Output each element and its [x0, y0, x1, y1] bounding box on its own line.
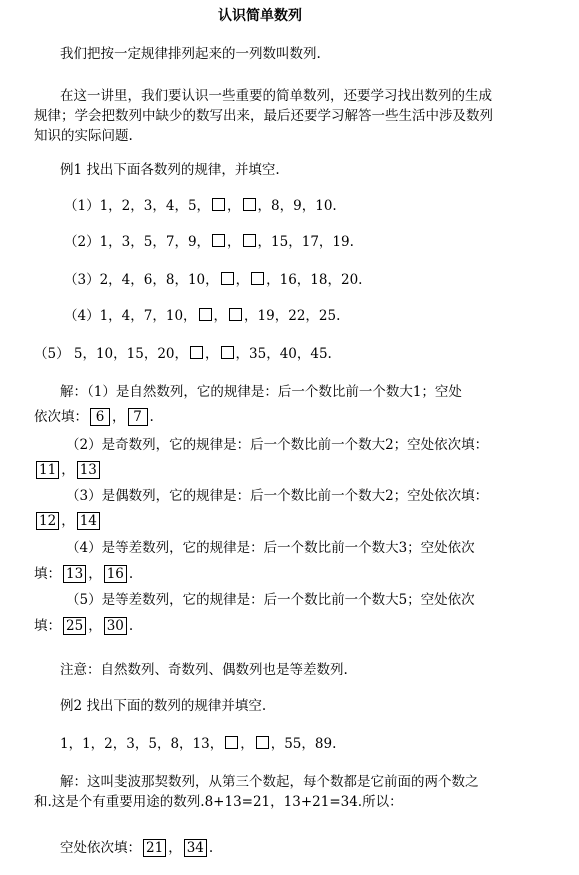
example-2-heading: 例2 找出下面的数列的规律并填空.	[60, 698, 267, 714]
solution-5-line-1: （5）是等差数列，它的规律是：后一个数比前一个数大5；空处依次	[66, 592, 475, 608]
solution-6-line-1: 解：这叫斐波那契数列，从第三个数起，每个数都是它前面的两个数之	[60, 774, 479, 790]
sequence-4	[64, 306, 340, 326]
answer-box: 7	[128, 408, 148, 426]
blank-box	[225, 736, 238, 749]
answer-box: 13	[63, 565, 86, 583]
separator: ，	[213, 308, 228, 324]
period: .	[128, 566, 134, 582]
sequence-5-tail: ，35，40，45.	[235, 346, 332, 362]
answer-box: 6	[90, 408, 110, 426]
sequence-5-head: （5） 5，10，15，20，	[34, 346, 189, 362]
solution-5-line-2	[34, 616, 133, 636]
answer-box: 34	[184, 839, 207, 857]
sequence-2	[64, 232, 354, 252]
blank-box	[212, 198, 225, 211]
separator: ，	[227, 234, 241, 250]
sequence-5	[34, 344, 332, 364]
solution-2-line-1: （2）是奇数列，它的规律是：后一个数比前一个数大2；空处依次填：	[66, 437, 489, 453]
intro-paragraph-2-line-3: 知识的实际问题.	[34, 128, 133, 144]
separator: ，	[61, 462, 75, 478]
separator: ，	[205, 346, 219, 362]
note: 注意：自然数列、奇数列、偶数列也是等差数列.	[60, 662, 348, 678]
intro-paragraph-2-line-1: 在这一讲里，我们要认识一些重要的简单数列，还要学习找出数列的生成	[60, 88, 492, 104]
sequence-1-tail: ，8，9，10.	[257, 198, 337, 214]
sequence-1-head: （1）1，2，3，4，5，	[64, 198, 211, 214]
solution-4-line-2	[34, 564, 133, 584]
sequence-4-tail: ，19，22，25.	[244, 308, 341, 324]
solution-1-line-1: 解：（1）是自然数列，它的规律是：后一个数比前一个数大1；空处	[60, 384, 462, 400]
answer-box: 30	[104, 617, 127, 635]
blank-box	[243, 234, 256, 247]
blank-box	[199, 308, 212, 321]
separator: ，	[227, 198, 241, 214]
fibonacci-tail: ，55，89.	[270, 736, 337, 752]
sequence-3	[64, 270, 362, 290]
blank-box	[243, 198, 256, 211]
sequence-3-tail: ，16，18，20.	[266, 272, 363, 288]
solution-3-line-2	[34, 511, 102, 531]
blank-box	[221, 272, 234, 285]
answer-box: 21	[143, 839, 166, 857]
intro-paragraph-1: 我们把按一定规律排列起来的一列数叫数列.	[60, 46, 321, 62]
solution-5-label: 填：	[34, 618, 61, 634]
blank-box	[256, 736, 269, 749]
blank-box	[221, 346, 234, 359]
solution-6-line-2: 和.这是个有重要用途的数列.8+13=21，13+21=34.所以：	[34, 794, 403, 810]
solution-1-label: 依次填：	[34, 409, 88, 425]
separator: ，	[61, 513, 75, 529]
blank-box	[229, 308, 242, 321]
separator: ，	[168, 840, 182, 856]
fibonacci-sequence	[60, 734, 336, 754]
blank-box	[251, 272, 264, 285]
sequence-4-head: （4）1，4，7，10，	[64, 308, 197, 324]
page-title: 认识简单数列	[218, 8, 302, 24]
answer-box: 13	[77, 461, 100, 479]
solution-4-label: 填：	[34, 566, 61, 582]
answer-box: 12	[36, 512, 59, 530]
separator: ，	[235, 272, 250, 288]
solution-6-label: 空处依次填：	[60, 840, 141, 856]
solution-6-fill	[60, 838, 213, 858]
solution-3-line-1: （3）是偶数列，它的规律是：后一个数比前一个数大2；空处依次填：	[66, 488, 489, 504]
separator: ，	[112, 409, 126, 425]
answer-box: 16	[104, 565, 127, 583]
answer-box: 14	[77, 512, 100, 530]
sequence-2-tail: ，15，17，19.	[257, 234, 354, 250]
solution-4-line-1: （4）是等差数列，它的规律是：后一个数比前一个数大3；空处依次	[66, 540, 475, 556]
separator: ，	[88, 566, 102, 582]
example-1-heading: 例1 找出下面各数列的规律，并填空.	[60, 162, 280, 178]
fibonacci-head: 1，1，2，3，5，8，13，	[60, 736, 224, 752]
period: .	[149, 409, 154, 425]
solution-1-line-2	[34, 407, 154, 427]
answer-box: 25	[63, 617, 86, 635]
period: .	[128, 618, 134, 634]
sequence-1	[64, 196, 337, 216]
answer-box: 11	[36, 461, 59, 479]
period: .	[208, 840, 214, 856]
sequence-3-head: （3）2，4，6，8，10，	[64, 272, 219, 288]
intro-paragraph-2-line-2: 规律；学会把数列中缺少的数写出来，最后还要学习解答一些生活中涉及数列	[34, 108, 493, 124]
blank-box	[212, 234, 225, 247]
solution-2-line-2	[34, 460, 102, 480]
sequence-2-head: （2）1，3，5，7，9，	[64, 234, 211, 250]
separator: ，	[240, 736, 254, 752]
separator: ，	[88, 618, 102, 634]
blank-box	[190, 346, 203, 359]
